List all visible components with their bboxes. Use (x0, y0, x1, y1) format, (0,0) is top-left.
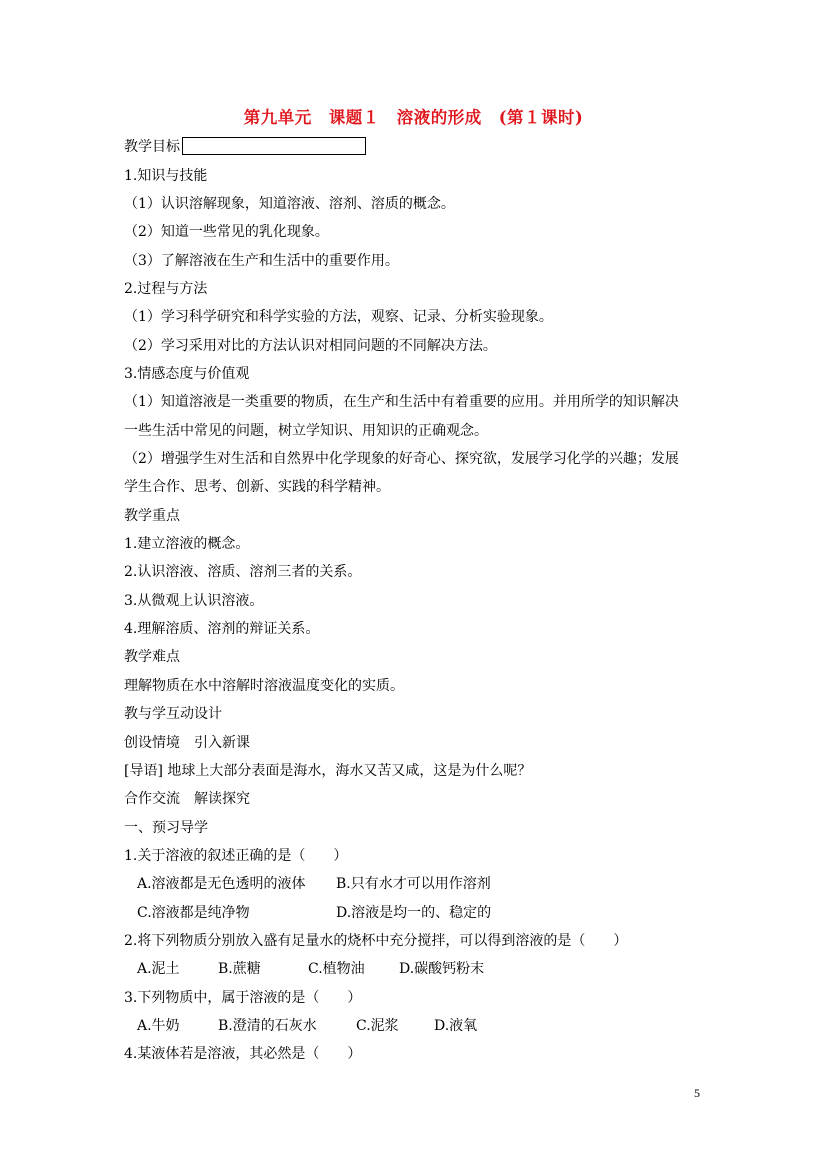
question-1-options-row (124, 903, 714, 923)
option-d: D.碳酸钙粉末 (399, 961, 485, 977)
intro-heading: 创设情境 引入新课 (124, 735, 250, 751)
section3-heading: 3.情感态度与价值观 (124, 366, 250, 382)
preview-heading: 一、预习导学 (124, 820, 208, 836)
option-b: B.只有水才可以用作溶剂 (336, 876, 491, 892)
design-heading: 教与学互动设计 (124, 706, 222, 722)
section3-line: （1）知道溶液是一类重要的物质，在生产和生活中有着重要的应用。并用所学的知识解决 (124, 394, 679, 410)
section3-line: 一些生活中常见的问题，树立学知识、用知识的正确观念。 (124, 423, 488, 439)
guide-text: [导语] 地球上大部分表面是海水，海水又苦又咸，这是为什么呢？ (124, 763, 532, 779)
section1-item: （1）认识溶解现象，知道溶液、溶剂、溶质的概念。 (124, 196, 455, 212)
option-a: A.牛奶 (137, 1018, 180, 1034)
key-point-item: 1.建立溶液的概念。 (124, 536, 250, 552)
question-1-stem: 1.关于溶液的叙述正确的是（ ） (124, 848, 348, 864)
section2-item: （2）学习采用对比的方法认识对相同问题的不同解决方法。 (124, 338, 497, 354)
option-c: C.溶液都是纯净物 (137, 905, 250, 921)
option-c: C.泥浆 (356, 1018, 399, 1034)
section2-item: （1）学习科学研究和科学实验的方法，观察、记录、分析实验现象。 (124, 309, 553, 325)
question-4-stem: 4.某液体若是溶液，其必然是（ ） (124, 1046, 362, 1062)
page-number: 5 (694, 1086, 700, 1100)
difficulty-text: 理解物质在水中溶解时溶液温度变化的实质。 (124, 678, 404, 694)
key-point-item: 4.理解溶质、溶剂的辩证关系。 (124, 621, 320, 637)
option-b: B.蔗糖 (218, 961, 261, 977)
section1-item: （2）知道一些常见的乳化现象。 (124, 224, 329, 240)
question-2-options-row (124, 959, 714, 979)
question-3-options-row (124, 1016, 714, 1036)
option-b: B.澄清的石灰水 (218, 1018, 317, 1034)
page-title: 第九单元 课题１ 溶液的形成 (第１课时) (243, 108, 584, 127)
question-1-options-row (124, 874, 714, 894)
option-a: A.溶液都是无色透明的液体 (137, 876, 306, 892)
difficulty-heading: 教学难点 (124, 649, 180, 665)
section1-heading: 1.知识与技能 (124, 168, 208, 184)
key-point-item: 3.从微观上认识溶液。 (124, 593, 264, 609)
goals-line (124, 137, 714, 157)
option-d: D.溶液是均一的、稳定的 (336, 905, 492, 921)
goals-blank-box (182, 137, 366, 155)
option-c: C.植物油 (308, 961, 365, 977)
section3-line: （2）增强学生对生活和自然界中化学现象的好奇心、探究欲，发展学习化学的兴趣；发展 (124, 451, 679, 467)
key-point-item: 2.认识溶液、溶质、溶剂三者的关系。 (124, 564, 362, 580)
cooperate-heading: 合作交流 解读探究 (124, 791, 250, 807)
question-3-stem: 3.下列物质中，属于溶液的是（ ） (124, 990, 362, 1006)
option-d: D.液氧 (434, 1018, 478, 1034)
question-2-stem: 2.将下列物质分别放入盛有足量水的烧杯中充分搅拌，可以得到溶液的是（ ） (124, 933, 628, 949)
section1-item: （3）了解溶液在生产和生活中的重要作用。 (124, 253, 399, 269)
goals-heading: 教学目标 (124, 139, 180, 155)
section2-heading: 2.过程与方法 (124, 281, 208, 297)
section3-line: 学生合作、思考、创新、实践的科学精神。 (124, 479, 390, 495)
key-points-heading: 教学重点 (124, 508, 180, 524)
option-a: A.泥土 (137, 961, 180, 977)
